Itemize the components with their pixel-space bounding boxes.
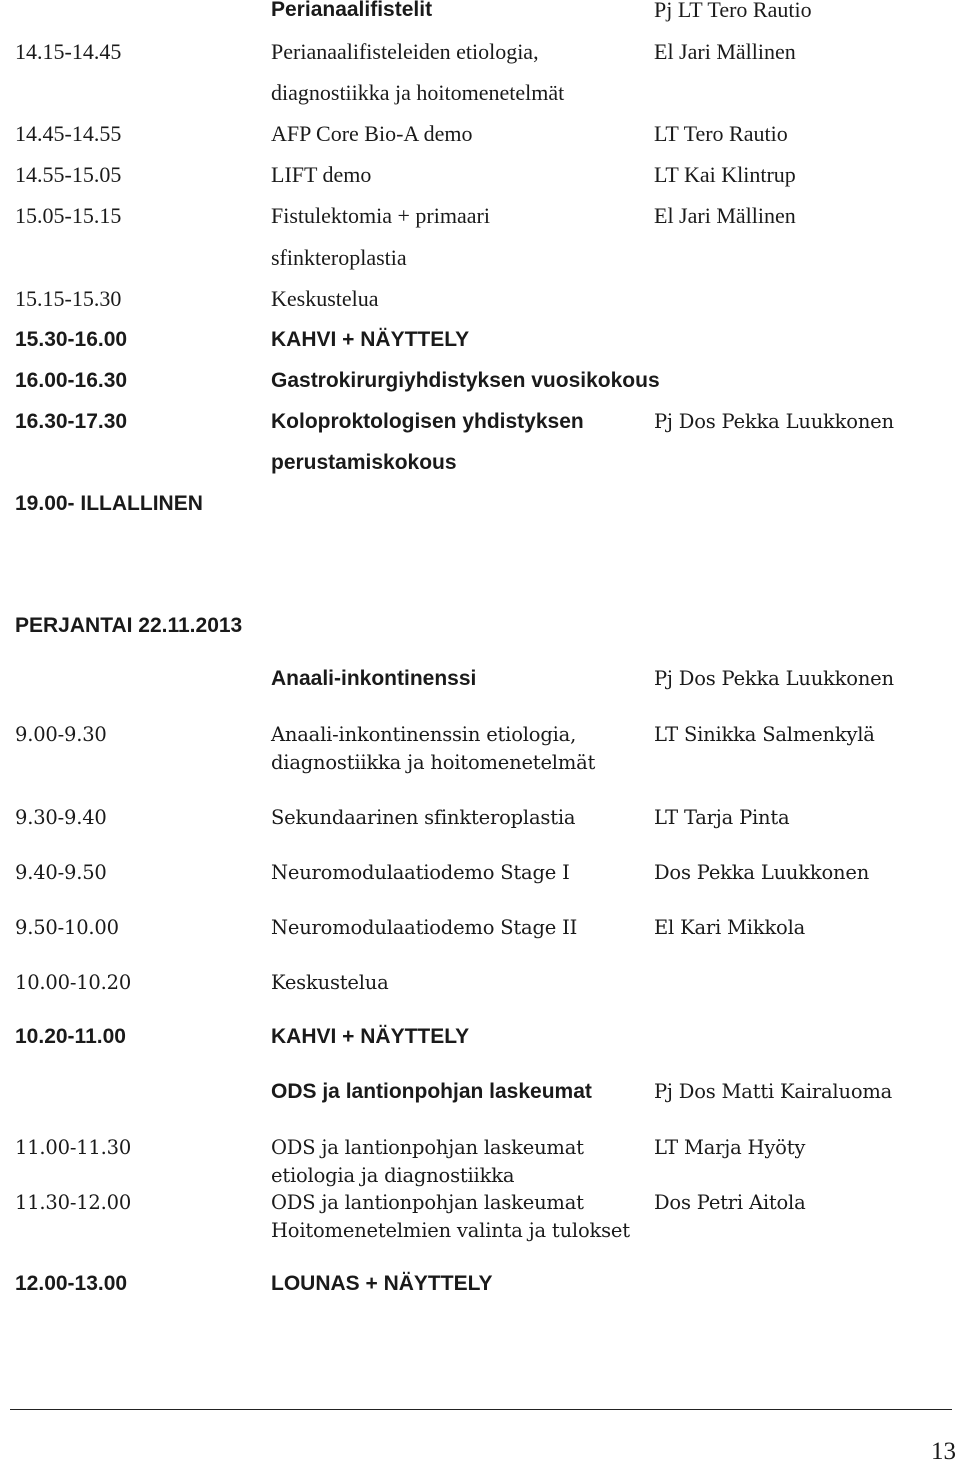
row-speaker: El Kari Mikkola — [654, 916, 806, 939]
row-time: 9.30-9.40 — [15, 806, 107, 829]
program-row — [0, 802, 960, 834]
row-time: 11.00-11.30 — [15, 1136, 132, 1159]
row-topic-line2: diagnostiikka ja hoitomenetelmät — [271, 751, 596, 774]
row-topic: Gastrokirurgiyhdistyksen vuosikokous — [271, 369, 660, 392]
day-heading-text: PERJANTAI 22.11.2013 — [15, 614, 243, 637]
row-topic: Neuromodulaatiodemo Stage II — [271, 916, 578, 939]
session-title: Perianaalifistelit — [271, 0, 433, 21]
row-time: 10.20-11.00 — [15, 1025, 126, 1048]
session-chair: Pj Dos Matti Kairaluoma — [654, 1080, 893, 1103]
row-topic-line2: sfinkteroplastia — [271, 245, 407, 270]
session-header — [0, 1076, 960, 1108]
row-topic: ODS ja lantionpohjan laskeumat — [271, 1191, 584, 1214]
program-row-continuation — [0, 747, 960, 779]
program-row-continuation — [0, 77, 960, 109]
session-chair: Pj Dos Pekka Luukkonen — [654, 667, 894, 690]
program-row-bold — [0, 488, 960, 520]
row-speaker: El Jari Mällinen — [654, 39, 796, 64]
row-time: 15.30-16.00 — [15, 328, 128, 351]
row-topic: KAHVI + NÄYTTELY — [271, 1025, 470, 1048]
row-time: 15.05-15.15 — [15, 203, 122, 228]
row-time: 10.00-10.20 — [15, 971, 132, 994]
row-topic: Keskustelua — [271, 286, 379, 311]
program-row-bold — [0, 1021, 960, 1053]
row-topic: Fistulektomia + primaari — [271, 203, 490, 228]
program-row — [0, 118, 960, 150]
session-title: ODS ja lantionpohjan laskeumat — [271, 1080, 592, 1103]
row-topic: Sekundaarinen sfinkteroplastia — [271, 806, 576, 829]
program-row — [0, 159, 960, 191]
session-header — [0, 663, 960, 695]
program-row-continuation — [0, 447, 960, 479]
row-time: 16.00-16.30 — [15, 369, 128, 392]
row-topic: LOUNAS + NÄYTTELY — [271, 1272, 493, 1295]
row-time: 12.00-13.00 — [15, 1272, 128, 1295]
row-time: 9.00-9.30 — [15, 723, 107, 746]
program-row-bold — [0, 324, 960, 356]
row-topic: Neuromodulaatiodemo Stage I — [271, 861, 570, 884]
row-time: 14.55-15.05 — [15, 162, 122, 187]
dinner-label: 19.00- ILLALLINEN — [15, 492, 203, 515]
page-number: 13 — [931, 1438, 956, 1465]
session-chair: Pj LT Tero Rautio — [654, 0, 812, 22]
row-topic: Anaali-inkontinenssin etiologia, — [271, 723, 577, 746]
program-row-bold — [0, 365, 960, 397]
row-speaker: LT Tero Rautio — [654, 121, 788, 146]
row-speaker: LT Tarja Pinta — [654, 806, 790, 829]
row-topic-line2: perustamiskokous — [271, 451, 457, 474]
program-row — [0, 967, 960, 999]
row-topic-line2: diagnostiikka ja hoitomenetelmät — [271, 80, 565, 105]
program-row-continuation — [0, 1215, 960, 1247]
row-time: 9.50-10.00 — [15, 916, 119, 939]
row-speaker: Dos Pekka Luukkonen — [654, 861, 870, 884]
row-time: 15.15-15.30 — [15, 286, 122, 311]
row-topic: ODS ja lantionpohjan laskeumat — [271, 1136, 584, 1159]
program-row — [0, 912, 960, 944]
program-row — [0, 857, 960, 889]
program-row-bold — [0, 406, 960, 438]
row-speaker: Dos Petri Aitola — [654, 1191, 806, 1214]
program-row-bold — [0, 1268, 960, 1300]
row-topic-line2: etiologia ja diagnostiikka — [271, 1164, 515, 1187]
row-time: 9.40-9.50 — [15, 861, 107, 884]
row-topic: Koloproktologisen yhdistyksen — [271, 410, 584, 433]
day-heading — [0, 610, 960, 642]
row-topic: LIFT demo — [271, 162, 372, 187]
footer-divider — [10, 1409, 952, 1410]
program-row-continuation — [0, 242, 960, 274]
program-row — [0, 283, 960, 315]
row-time: 11.30-12.00 — [15, 1191, 132, 1214]
session-header — [0, 0, 960, 26]
session-title: Anaali-inkontinenssi — [271, 667, 477, 690]
row-topic: Perianaalifisteleiden etiologia, — [271, 39, 539, 64]
row-speaker: LT Marja Hyöty — [654, 1136, 806, 1159]
row-time: 16.30-17.30 — [15, 410, 128, 433]
row-speaker: LT Kai Klintrup — [654, 162, 796, 187]
program-row — [0, 36, 960, 68]
row-time: 14.45-14.55 — [15, 121, 122, 146]
row-speaker: LT Sinikka Salmenkylä — [654, 723, 875, 746]
row-topic: Keskustelua — [271, 971, 389, 994]
row-time: 14.15-14.45 — [15, 39, 122, 64]
row-speaker: Pj Dos Pekka Luukkonen — [654, 410, 894, 433]
row-topic-line2: Hoitomenetelmien valinta ja tulokset — [271, 1219, 630, 1242]
row-topic: AFP Core Bio-A demo — [271, 121, 473, 146]
program-row — [0, 200, 960, 232]
row-speaker: El Jari Mällinen — [654, 203, 796, 228]
row-topic: KAHVI + NÄYTTELY — [271, 328, 470, 351]
